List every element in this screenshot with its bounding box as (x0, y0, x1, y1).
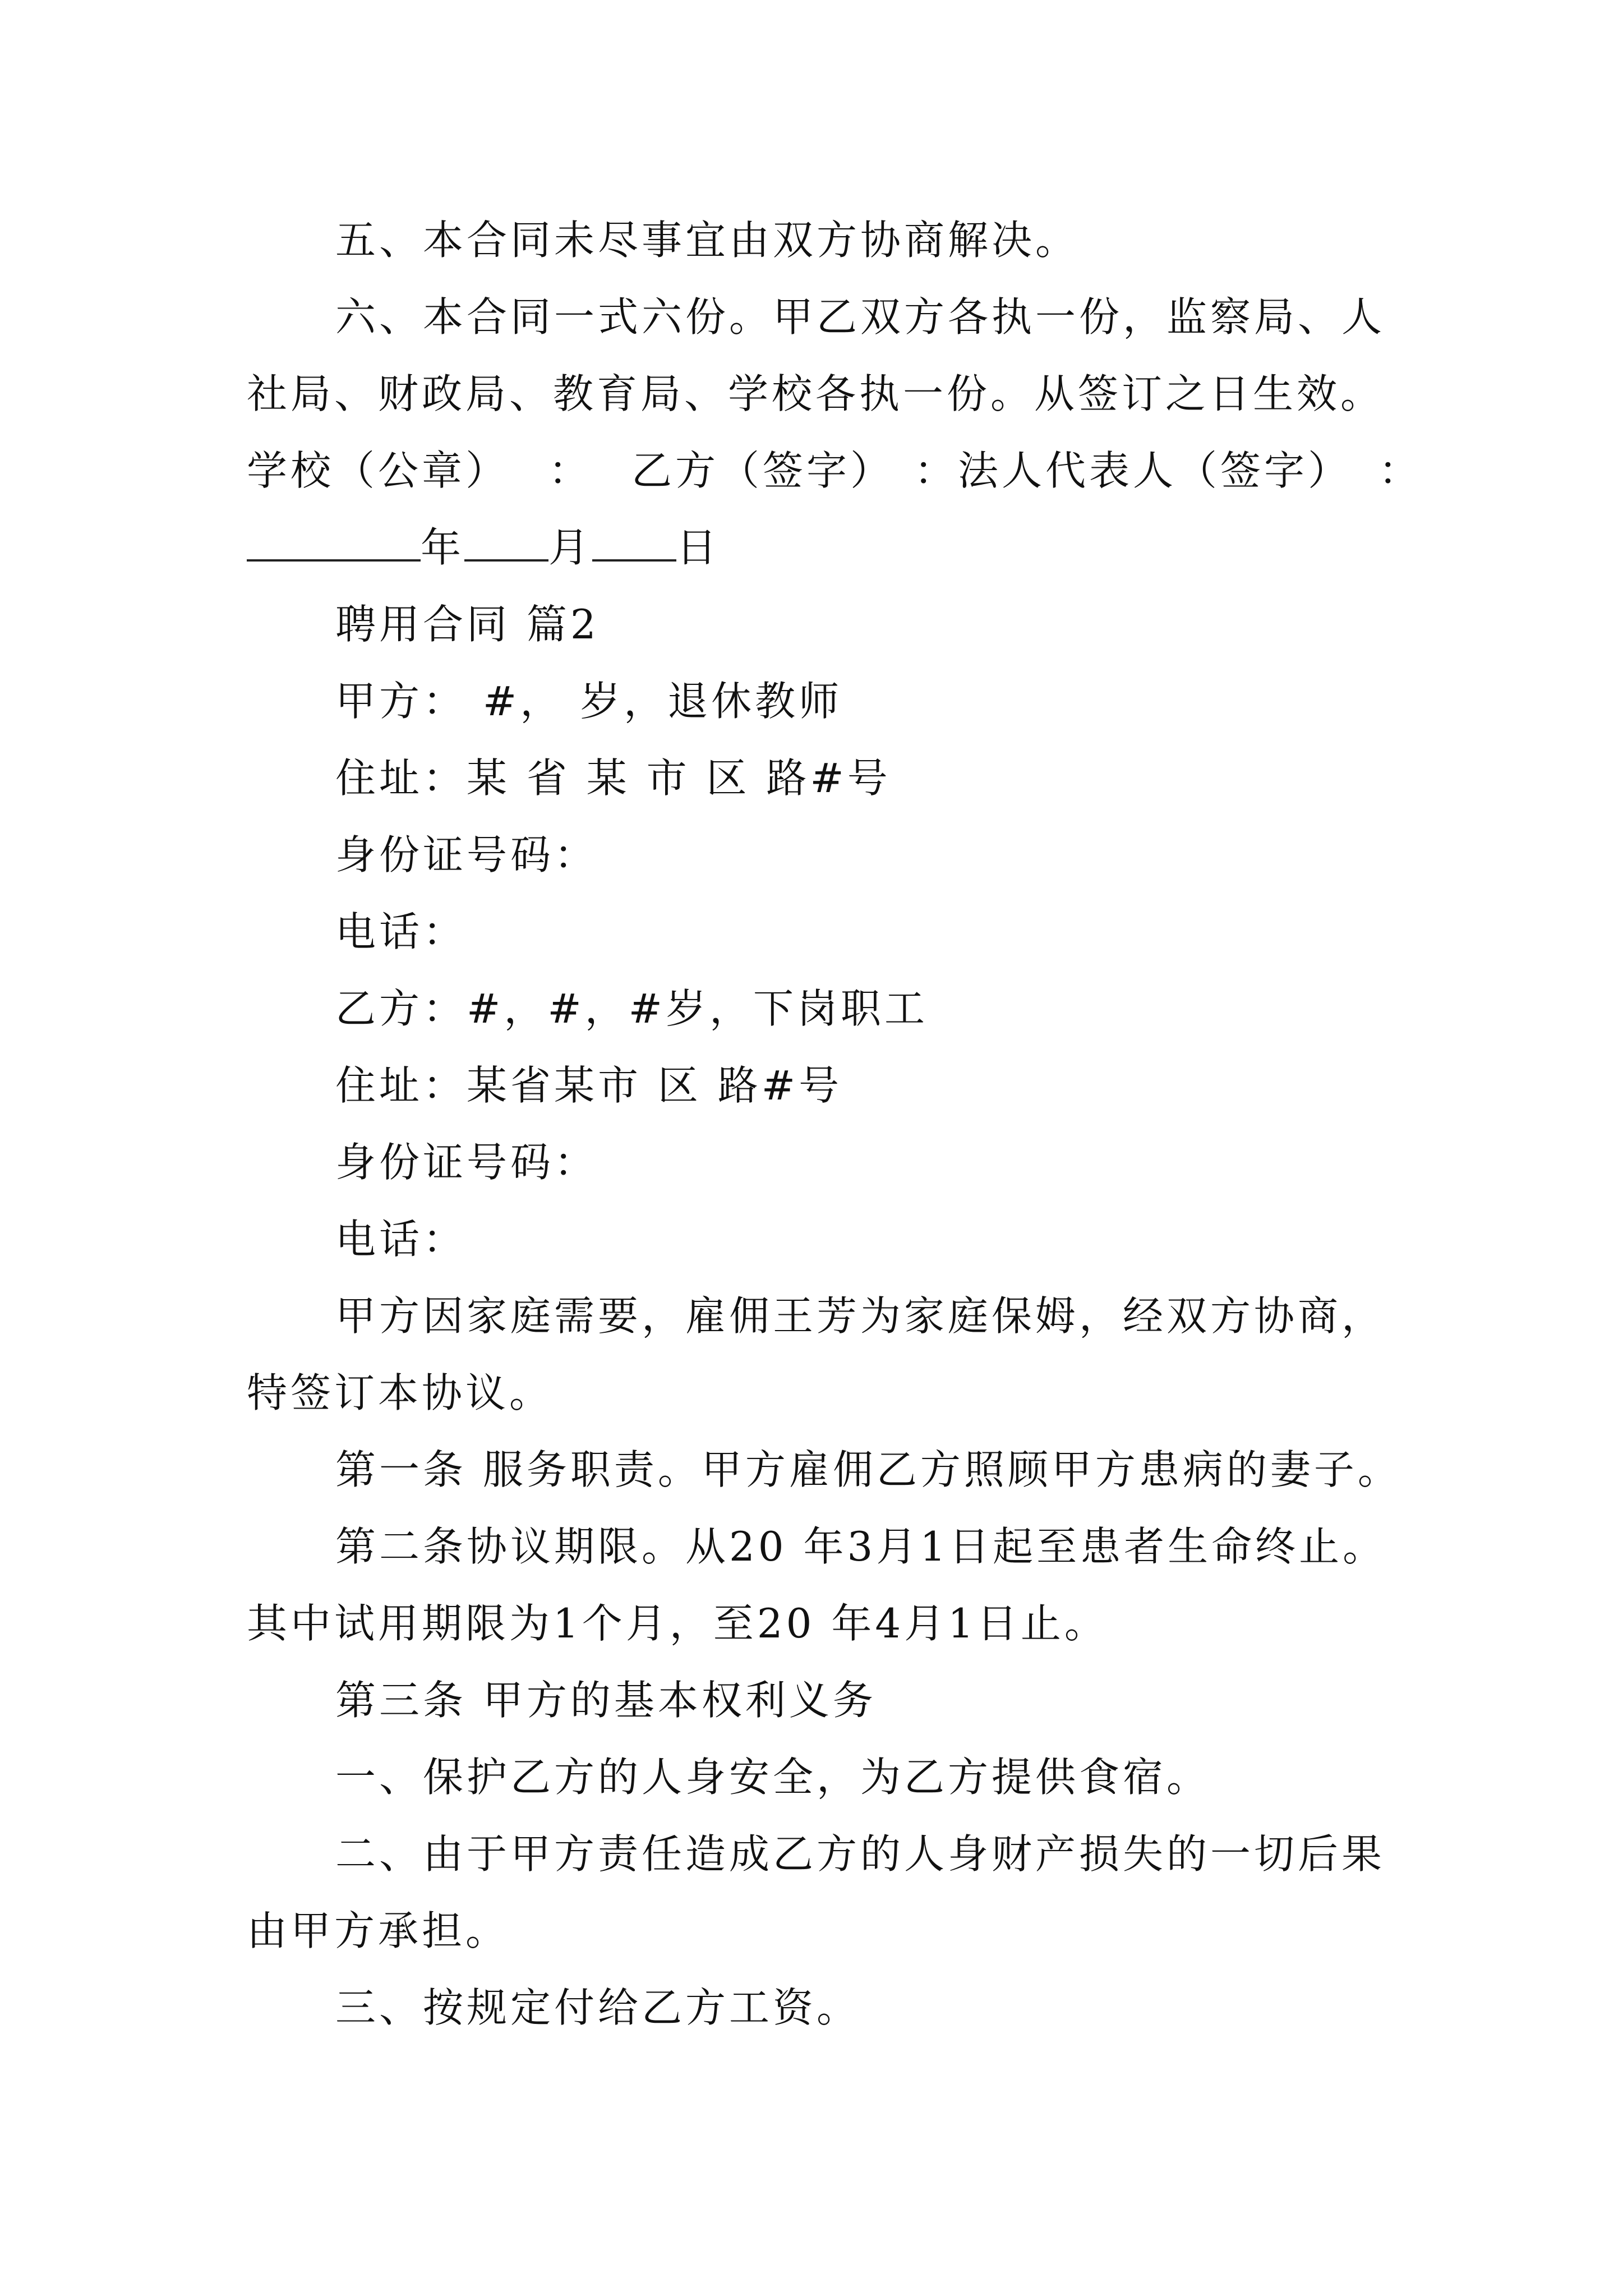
year-label: 年 (421, 524, 465, 571)
party-b-address: 住址：某省某市 区 路#号 (335, 1062, 843, 1109)
year-blank (247, 520, 421, 562)
day-blank (592, 520, 676, 562)
signature-line (247, 443, 1422, 499)
date-line (247, 519, 720, 576)
month-blank (464, 520, 548, 562)
article-two-line1: 第二条协议期限。从20 年3月1日起至患者生命终止。 (335, 1523, 1387, 1570)
article-one: 第一条 服务职责。甲方雇佣乙方照顾甲方患病的妻子。 (335, 1446, 1401, 1493)
article-three-item1: 一、保护乙方的人身安全，为乙方提供食宿。 (335, 1754, 1211, 1801)
clause-five: 五、本合同未尽事宜由双方协商解决。 (335, 217, 1080, 264)
article-three-heading: 第三条 甲方的基本权利义务 (335, 1677, 877, 1724)
party-b-phone: 电话： (335, 1216, 467, 1263)
clause-six-line2: 社局、财政局、教育局、学校各执一份。从签订之日生效。 (247, 370, 1385, 417)
article-three-item2-line1: 二、由于甲方责任造成乙方的人身财产损失的一切后果 (335, 1830, 1386, 1878)
party-a-id-number: 身份证号码： (335, 831, 598, 878)
month-label: 月 (548, 524, 593, 571)
party-b-info: 乙方：#，#，#岁，下岗职工 (335, 985, 928, 1032)
colon: ： (548, 447, 593, 494)
preamble-line1: 甲方因家庭需要，雇佣王芳为家庭保姆，经双方协商， (335, 1292, 1386, 1340)
party-b-id-number: 身份证号码： (335, 1139, 598, 1186)
article-three-item2-line2: 由甲方承担。 (247, 1907, 510, 1954)
party-a-address: 住址：某 省 某 市 区 路#号 (335, 754, 891, 802)
day-label: 日 (676, 524, 721, 571)
preamble-line2: 特签订本协议。 (247, 1369, 554, 1416)
colon: ： (1378, 447, 1423, 494)
clause-six-line1: 六、本合同一式六份。甲乙双方各执一份，监察局、人 (335, 293, 1386, 341)
contract-heading: 聘用合同 篇2 (335, 601, 600, 648)
legal-rep-sign-label: ：法人代表人（签字） (914, 447, 1352, 494)
party-a-phone: 电话： (335, 908, 467, 955)
article-two-line2: 其中试用期限为1个月，至20 年4月1日止。 (247, 1600, 1108, 1647)
school-seal-label: 学校（公章） (247, 447, 510, 494)
party-b-sign-label: 乙方（签字） (631, 447, 895, 494)
party-a-info: 甲方： #， 岁，退休教师 (335, 678, 843, 725)
article-three-item3: 三、按规定付给乙方工资。 (335, 1984, 861, 2031)
